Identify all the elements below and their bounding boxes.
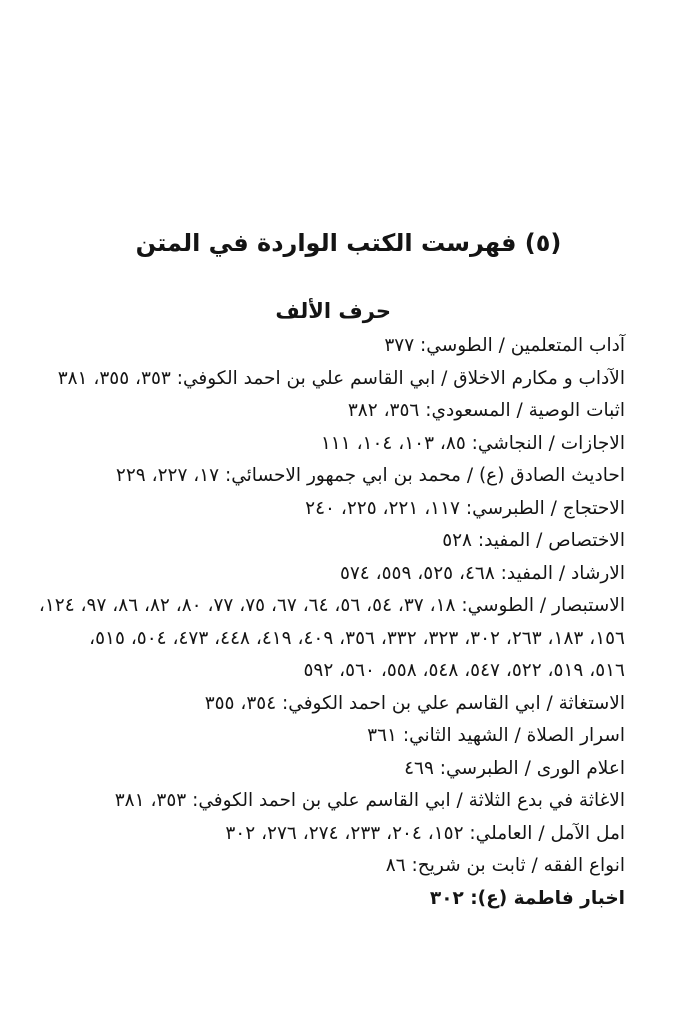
page-title: (٥) فهرست الكتب الواردة في المتن [135,229,562,257]
index-entry: ٥١٦، ٥١٩، ٥٢٢، ٥٤٧، ٥٤٨، ٥٥٨، ٥٦٠، ٥٩٢ [303,660,625,681]
index-entry: آداب المتعلمين / الطوسي: ٣٧٧ [384,335,625,356]
index-entry: الاجازات / النجاشي: ٨٥، ١٠٣، ١٠٤، ١١١ [320,432,625,454]
index-entry: الاستبصار / الطوسي: ١٨، ٣٧، ٥٤، ٥٦، ٦٤، ٦٧، ٧٥، ٧٧، ٨٠، ٨٢، ٨٦، ٩٧، ١٢٤، [38,595,625,616]
index-entry: الاحتجاج / الطبرسي: ١١٧، ٢٢١، ٢٢٥، ٢٤٠ [305,497,625,519]
index-entry: الاغاثة في بدع الثلاثة / ابي القاسم علي بن احمد الكوفي: ٣٥٣، ٣٨١ [114,790,625,811]
index-entry: اخبار فاطمة (ع): ٣٠٢ [429,887,625,909]
index-entries-list [38,330,625,915]
index-entry: الاستغاثة / ابي القاسم علي بن احمد الكوفي: ٣٥٤، ٣٥٥ [204,692,625,714]
index-entry: ١٥٦، ١٨٣، ٢٦٣، ٣٠٢، ٣٢٣، ٣٣٢، ٣٥٦، ٤٠٩، ٤١٩، ٤٤٨، ٤٧٣، ٥٠٤، ٥١٥، [89,627,625,649]
index-entry: الآداب و مكارم الاخلاق / ابي القاسم علي بن احمد الكوفي: ٣٥٣، ٣٥٥، ٣٨١ [57,367,625,389]
index-entry: الاختصاص / المفيد: ٥٢٨ [442,530,625,551]
section-heading: حرف الألف [275,299,391,323]
index-entry: اعلام الورى / الطبرسي: ٤٦٩ [404,757,625,779]
index-entry: اثبات الوصية / المسعودي: ٣٥٦، ٣٨٢ [347,400,625,421]
index-entry: اسرار الصلاة / الشهيد الثاني: ٣٦١ [367,725,625,746]
index-entry: امل الآمل / العاملي: ١٥٢، ٢٠٤، ٢٣٣، ٢٧٤، ٢٧٦، ٣٠٢ [225,822,625,844]
index-entry: انواع الفقه / ثابت بن شريح: ٨٦ [385,855,625,876]
index-entry: احاديث الصادق (ع) / محمد بن ابي جمهور الاحسائي: ١٧، ٢٢٧، ٢٢٩ [115,465,625,486]
index-entry: الارشاد / المفيد: ٤٦٨، ٥٢٥، ٥٥٩، ٥٧٤ [339,562,625,584]
